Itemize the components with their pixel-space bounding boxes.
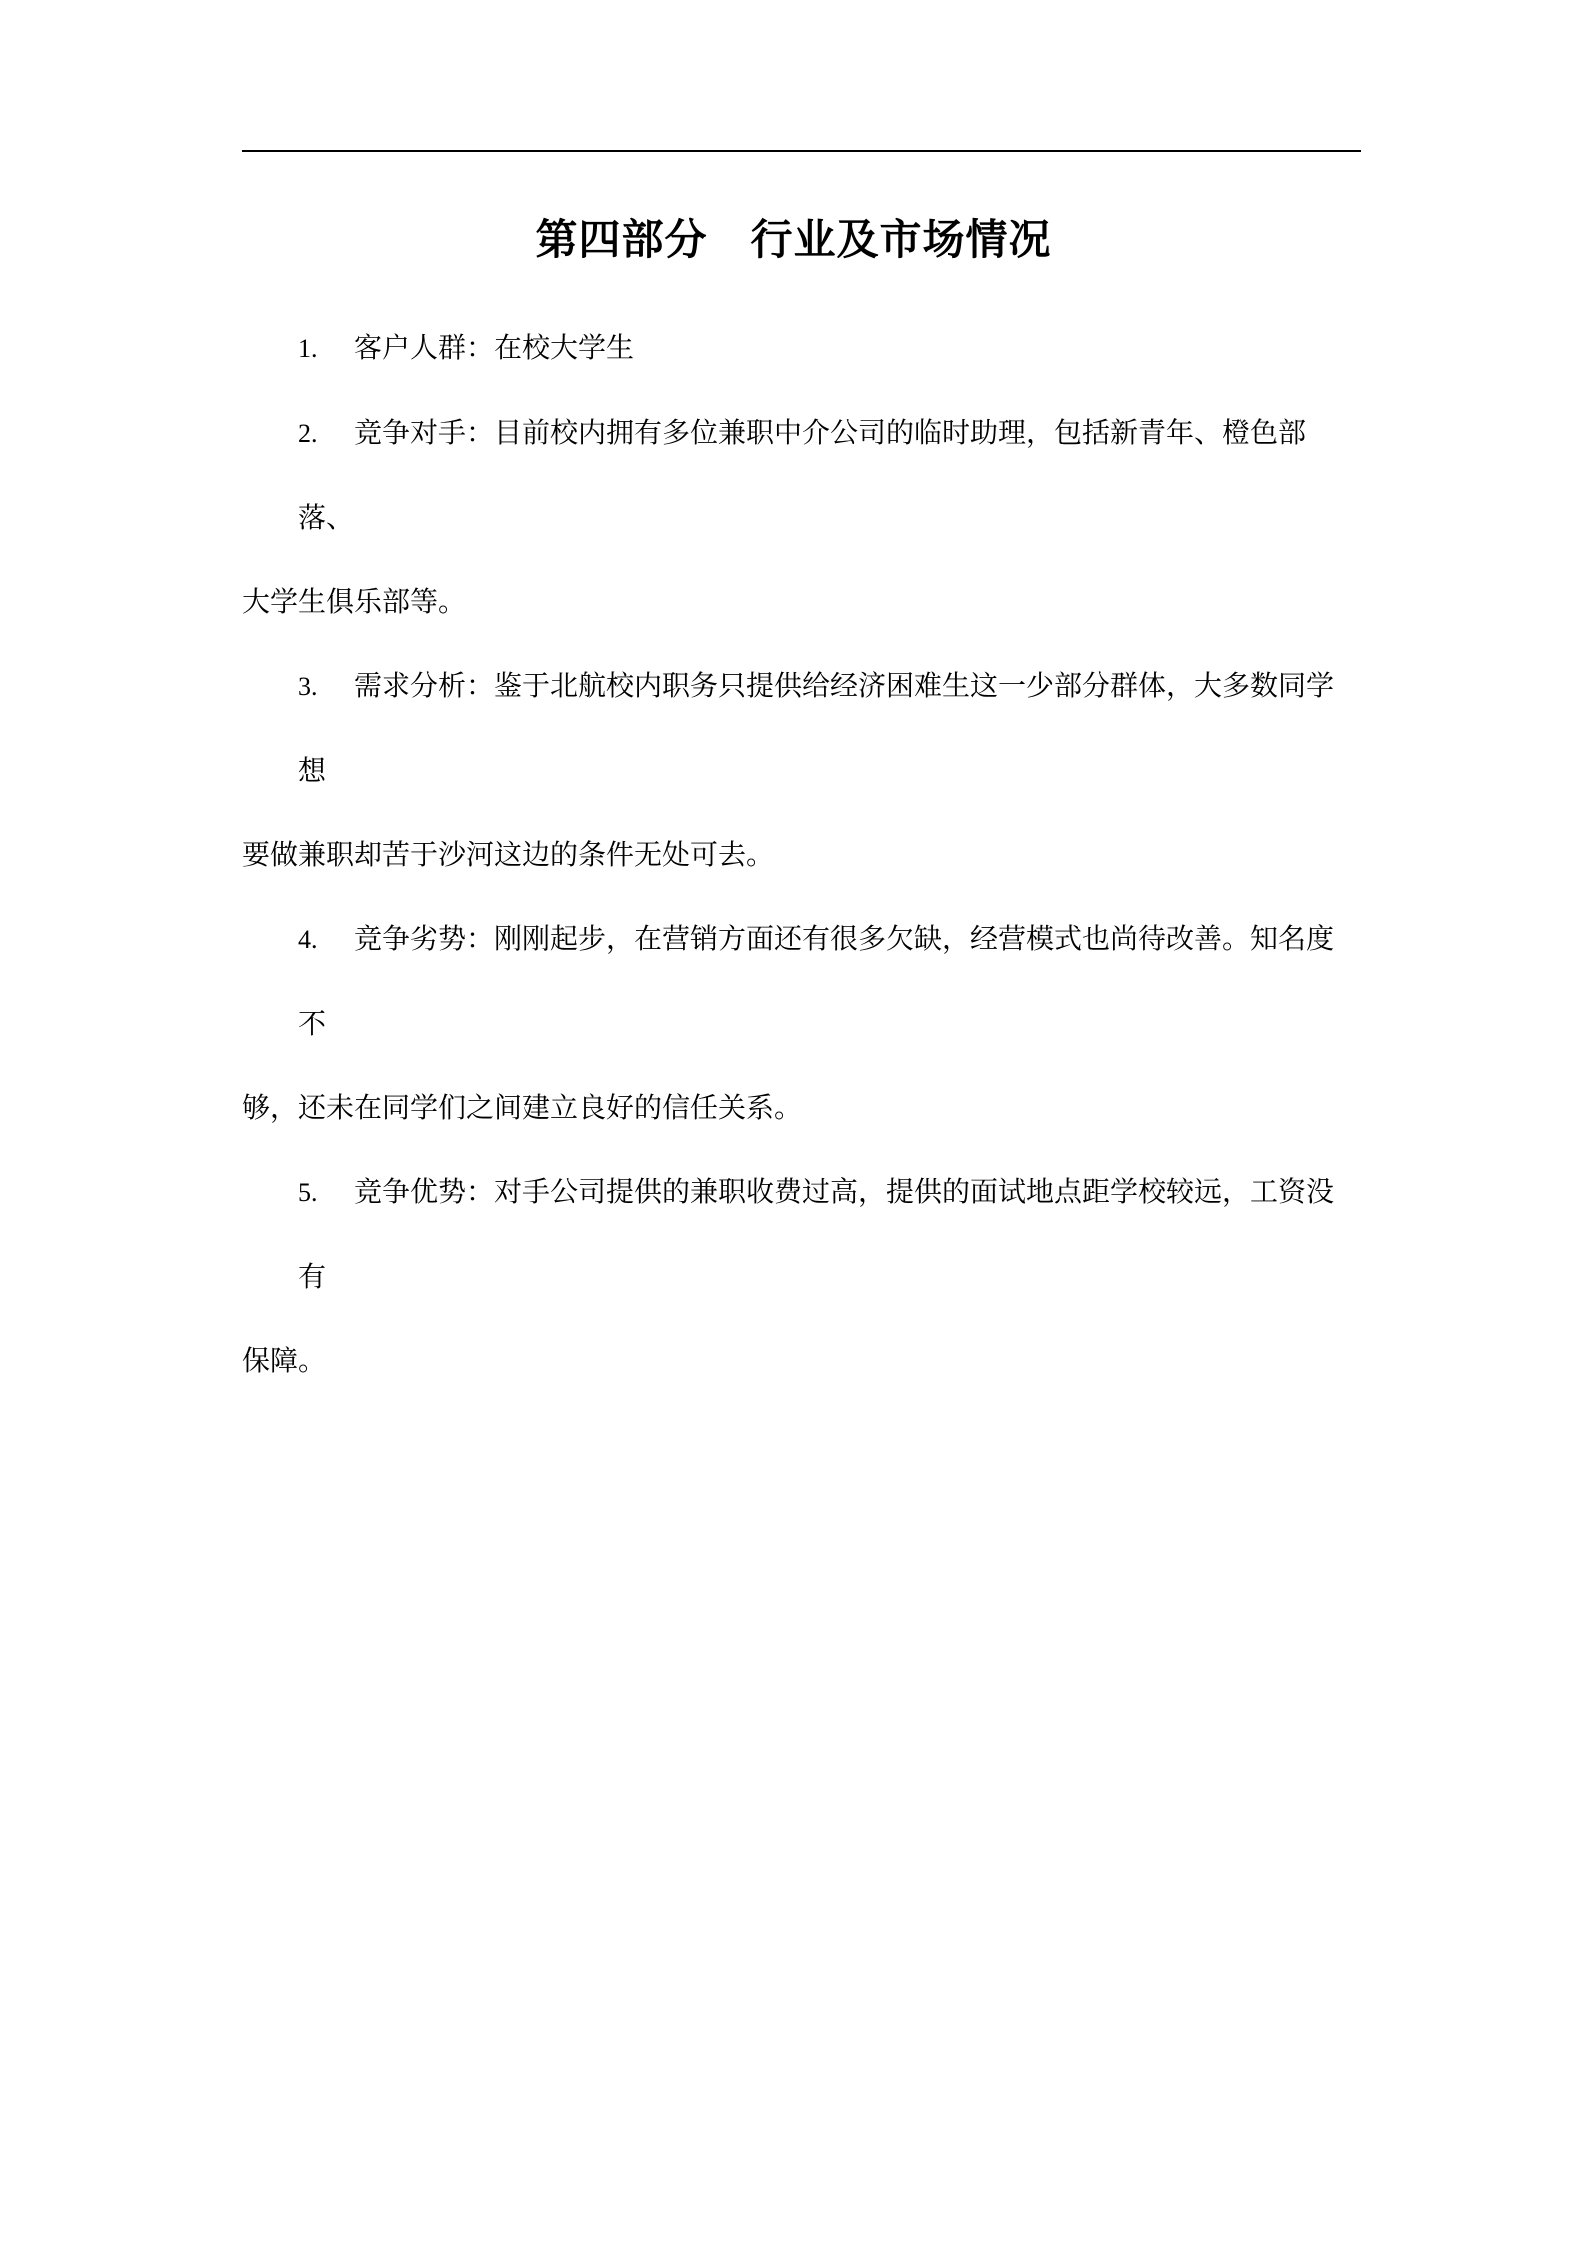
list-item-continuation [242,560,1361,644]
item-text: 竞争对手：目前校内拥有多位兼职中介公司的临时助理，包括新青年、橙色部落、 [298,416,1307,534]
item-list [242,306,1361,1403]
list-item-continuation [242,1319,1361,1403]
item-text: 竞争优势：对手公司提供的兼职收费过高，提供的面试地点距学校较远，工资没有 [298,1175,1335,1293]
list-item-continuation [242,1066,1361,1150]
item-text: 竞争劣势：刚刚起步，在营销方面还有很多欠缺，经营模式也尚待改善。知名度不 [298,922,1335,1040]
item-text-continuation: 够，还未在同学们之间建立良好的信任关系。 [242,1091,803,1124]
list-item [298,306,1361,391]
item-number: 1. [298,334,318,363]
item-number: 2. [298,419,318,448]
list-item [298,644,1361,813]
item-number: 4. [298,925,318,954]
item-text-continuation: 要做兼职却苦于沙河这边的条件无处可去。 [242,838,775,871]
section-title: 第四部分 行业及市场情况 [535,215,1052,264]
item-number: 3. [298,672,318,701]
header-rule [242,150,1361,152]
item-number: 5. [298,1178,318,1207]
item-text: 客户人群：在校大学生 [354,331,635,364]
list-item [298,1150,1361,1319]
item-text-continuation: 保障。 [242,1344,327,1377]
item-text: 需求分析：鉴于北航校内职务只提供给经济困难生这一少部分群体，大多数同学想 [298,669,1335,787]
list-item [298,897,1361,1066]
item-text-continuation: 大学生俱乐部等。 [242,585,467,618]
list-item [298,391,1361,560]
list-item-continuation [242,813,1361,897]
